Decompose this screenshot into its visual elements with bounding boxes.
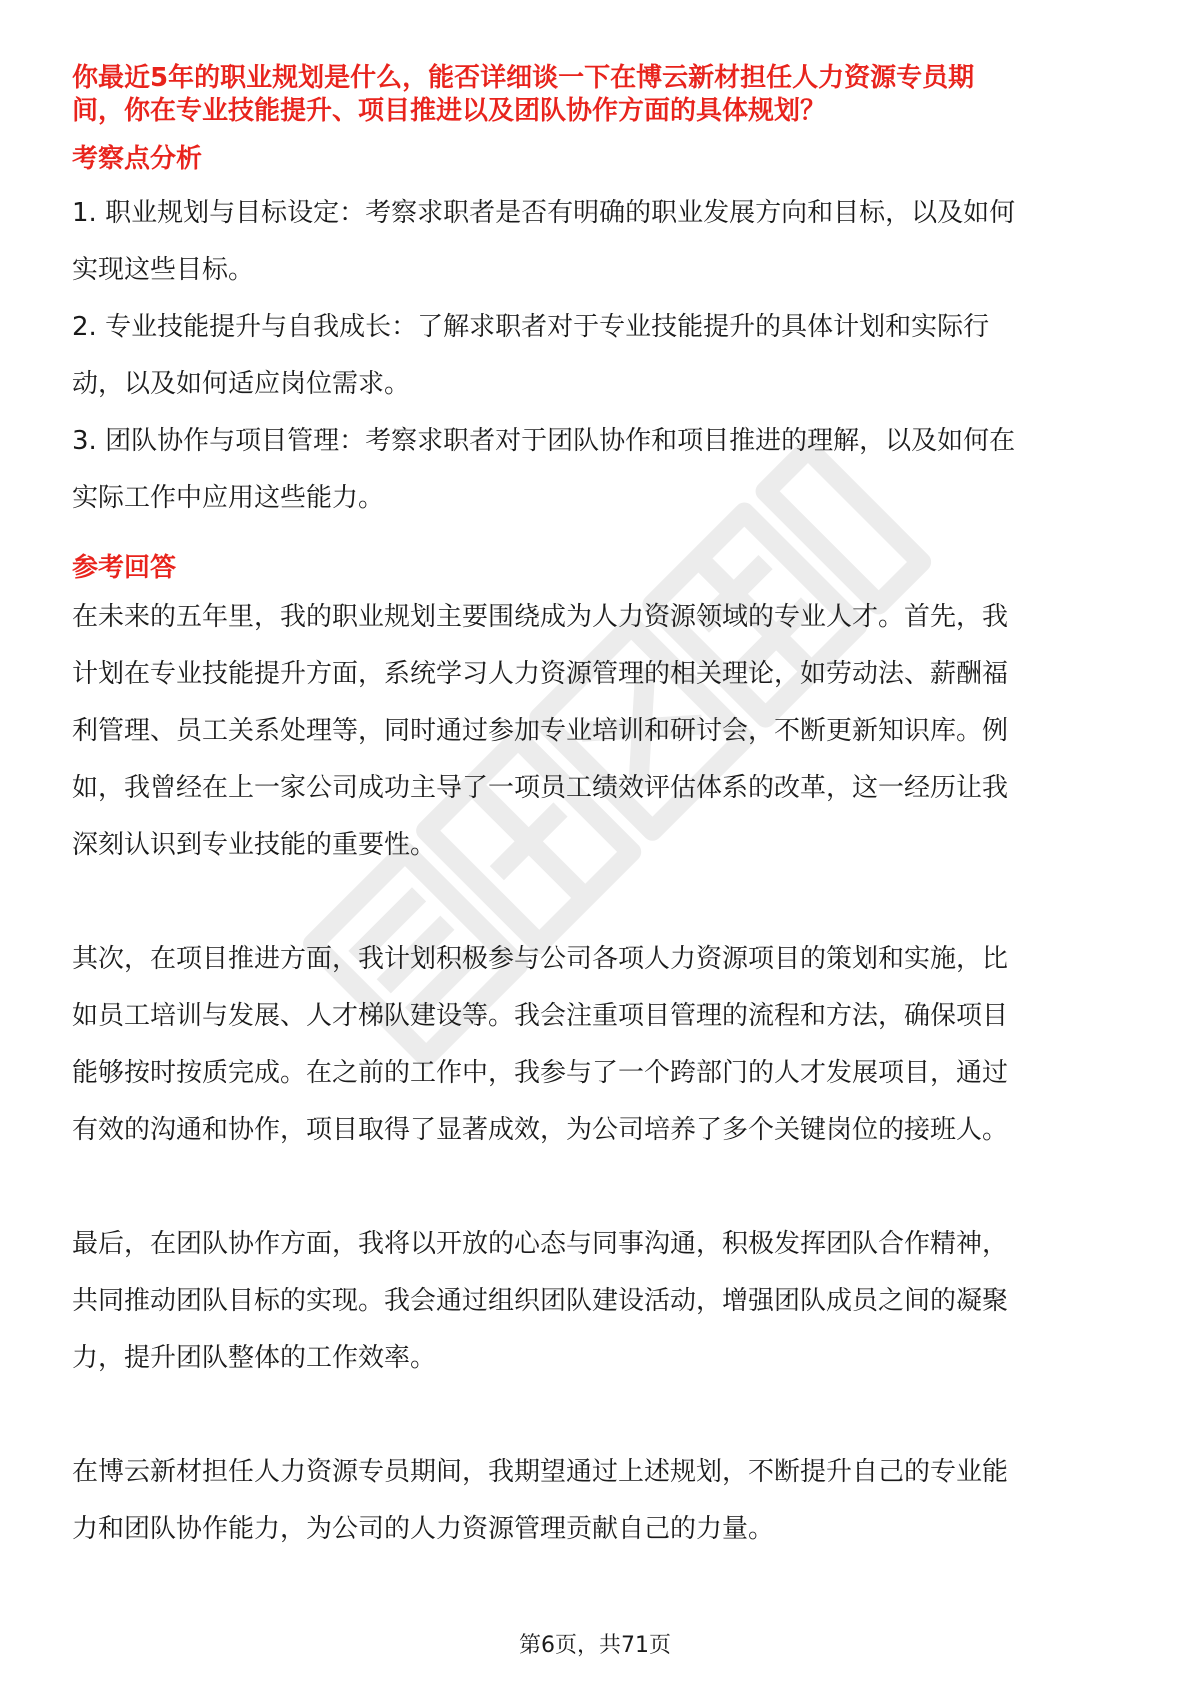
- analysis-list: [72, 185, 1122, 527]
- answer-line: 最后，在团队协作方面，我将以开放的心态与同事沟通，积极发挥团队合作精神，: [72, 1229, 1009, 1259]
- question-line: 你最近5年的职业规划是什么，能否详细谈一下在博云新材担任人力资源专员期: [72, 63, 975, 93]
- answer-line: 在博云新材担任人力资源专员期间，我期望通过上述规划，不断提升自己的专业能: [72, 1457, 1009, 1487]
- answer-line: 力，提升团队整体的工作效率。: [72, 1343, 437, 1373]
- analysis-item-line: 动，以及如何适应岗位需求。: [72, 369, 411, 399]
- answer-line: 力和团队协作能力，为公司的人力资源管理贡献自己的力量。: [72, 1514, 775, 1544]
- question-line: 间，你在专业技能提升、项目推进以及团队协作方面的具体规划？: [72, 96, 827, 126]
- answer-heading: 参考回答: [72, 553, 177, 583]
- answer-paragraph: [72, 931, 1122, 1159]
- answer-line: 能够按时按质完成。在之前的工作中，我参与了一个跨部门的人才发展项目，通过: [72, 1058, 1009, 1088]
- answer-line: 计划在专业技能提升方面，系统学习人力资源管理的相关理论，如劳动法、薪酬福: [72, 659, 1009, 689]
- analysis-item-line: 1. 职业规划与目标设定：考察求职者是否有明确的职业发展方向和目标，以及如何: [72, 198, 1016, 228]
- answer-paragraph: [72, 1216, 1122, 1387]
- analysis-item: [72, 413, 1122, 527]
- answer-line: 共同推动团队目标的实现。我会通过组织团队建设活动，增强团队成员之间的凝聚: [72, 1286, 1009, 1316]
- answer-line: 利管理、员工关系处理等，同时通过参加专业培训和研讨会，不断更新知识库。例: [72, 716, 1009, 746]
- paragraph-spacer: [72, 874, 1122, 931]
- analysis-item-line: 2. 专业技能提升与自我成长：了解求职者对于专业技能提升的具体计划和实际行: [72, 312, 990, 342]
- answer-body: [72, 589, 1122, 1558]
- answer-paragraph: [72, 589, 1122, 874]
- analysis-item-line: 实现这些目标。: [72, 255, 255, 285]
- page-number: 第6页，共71页: [519, 1633, 671, 1658]
- analysis-item: [72, 299, 1122, 413]
- answer-paragraph: [72, 1444, 1122, 1558]
- analysis-item: [72, 185, 1122, 299]
- analysis-item-line: 3. 团队协作与项目管理：考察求职者对于团队协作和项目推进的理解，以及如何在: [72, 426, 1016, 456]
- analysis-item-line: 实际工作中应用这些能力。: [72, 483, 385, 513]
- answer-line: 深刻认识到专业技能的重要性。: [72, 830, 437, 860]
- paragraph-spacer: [72, 1159, 1122, 1216]
- answer-line: 有效的沟通和协作，项目取得了显著成效，为公司培养了多个关键岗位的接班人。: [72, 1115, 1009, 1145]
- answer-line: 如员工培训与发展、人才梯队建设等。我会注重项目管理的流程和方法，确保项目: [72, 1001, 1009, 1031]
- answer-line: 其次，在项目推进方面，我计划积极参与公司各项人力资源项目的策划和实施，比: [72, 944, 1009, 974]
- paragraph-spacer: [72, 1387, 1122, 1444]
- answer-line: 如，我曾经在上一家公司成功主导了一项员工绩效评估体系的改革，这一经历让我: [72, 773, 1009, 803]
- answer-line: 在未来的五年里，我的职业规划主要围绕成为人力资源领域的专业人才。首先，我: [72, 602, 1009, 632]
- document-body: [72, 62, 1122, 1558]
- analysis-heading: 考察点分析: [72, 144, 203, 174]
- interview-question: [72, 62, 1122, 128]
